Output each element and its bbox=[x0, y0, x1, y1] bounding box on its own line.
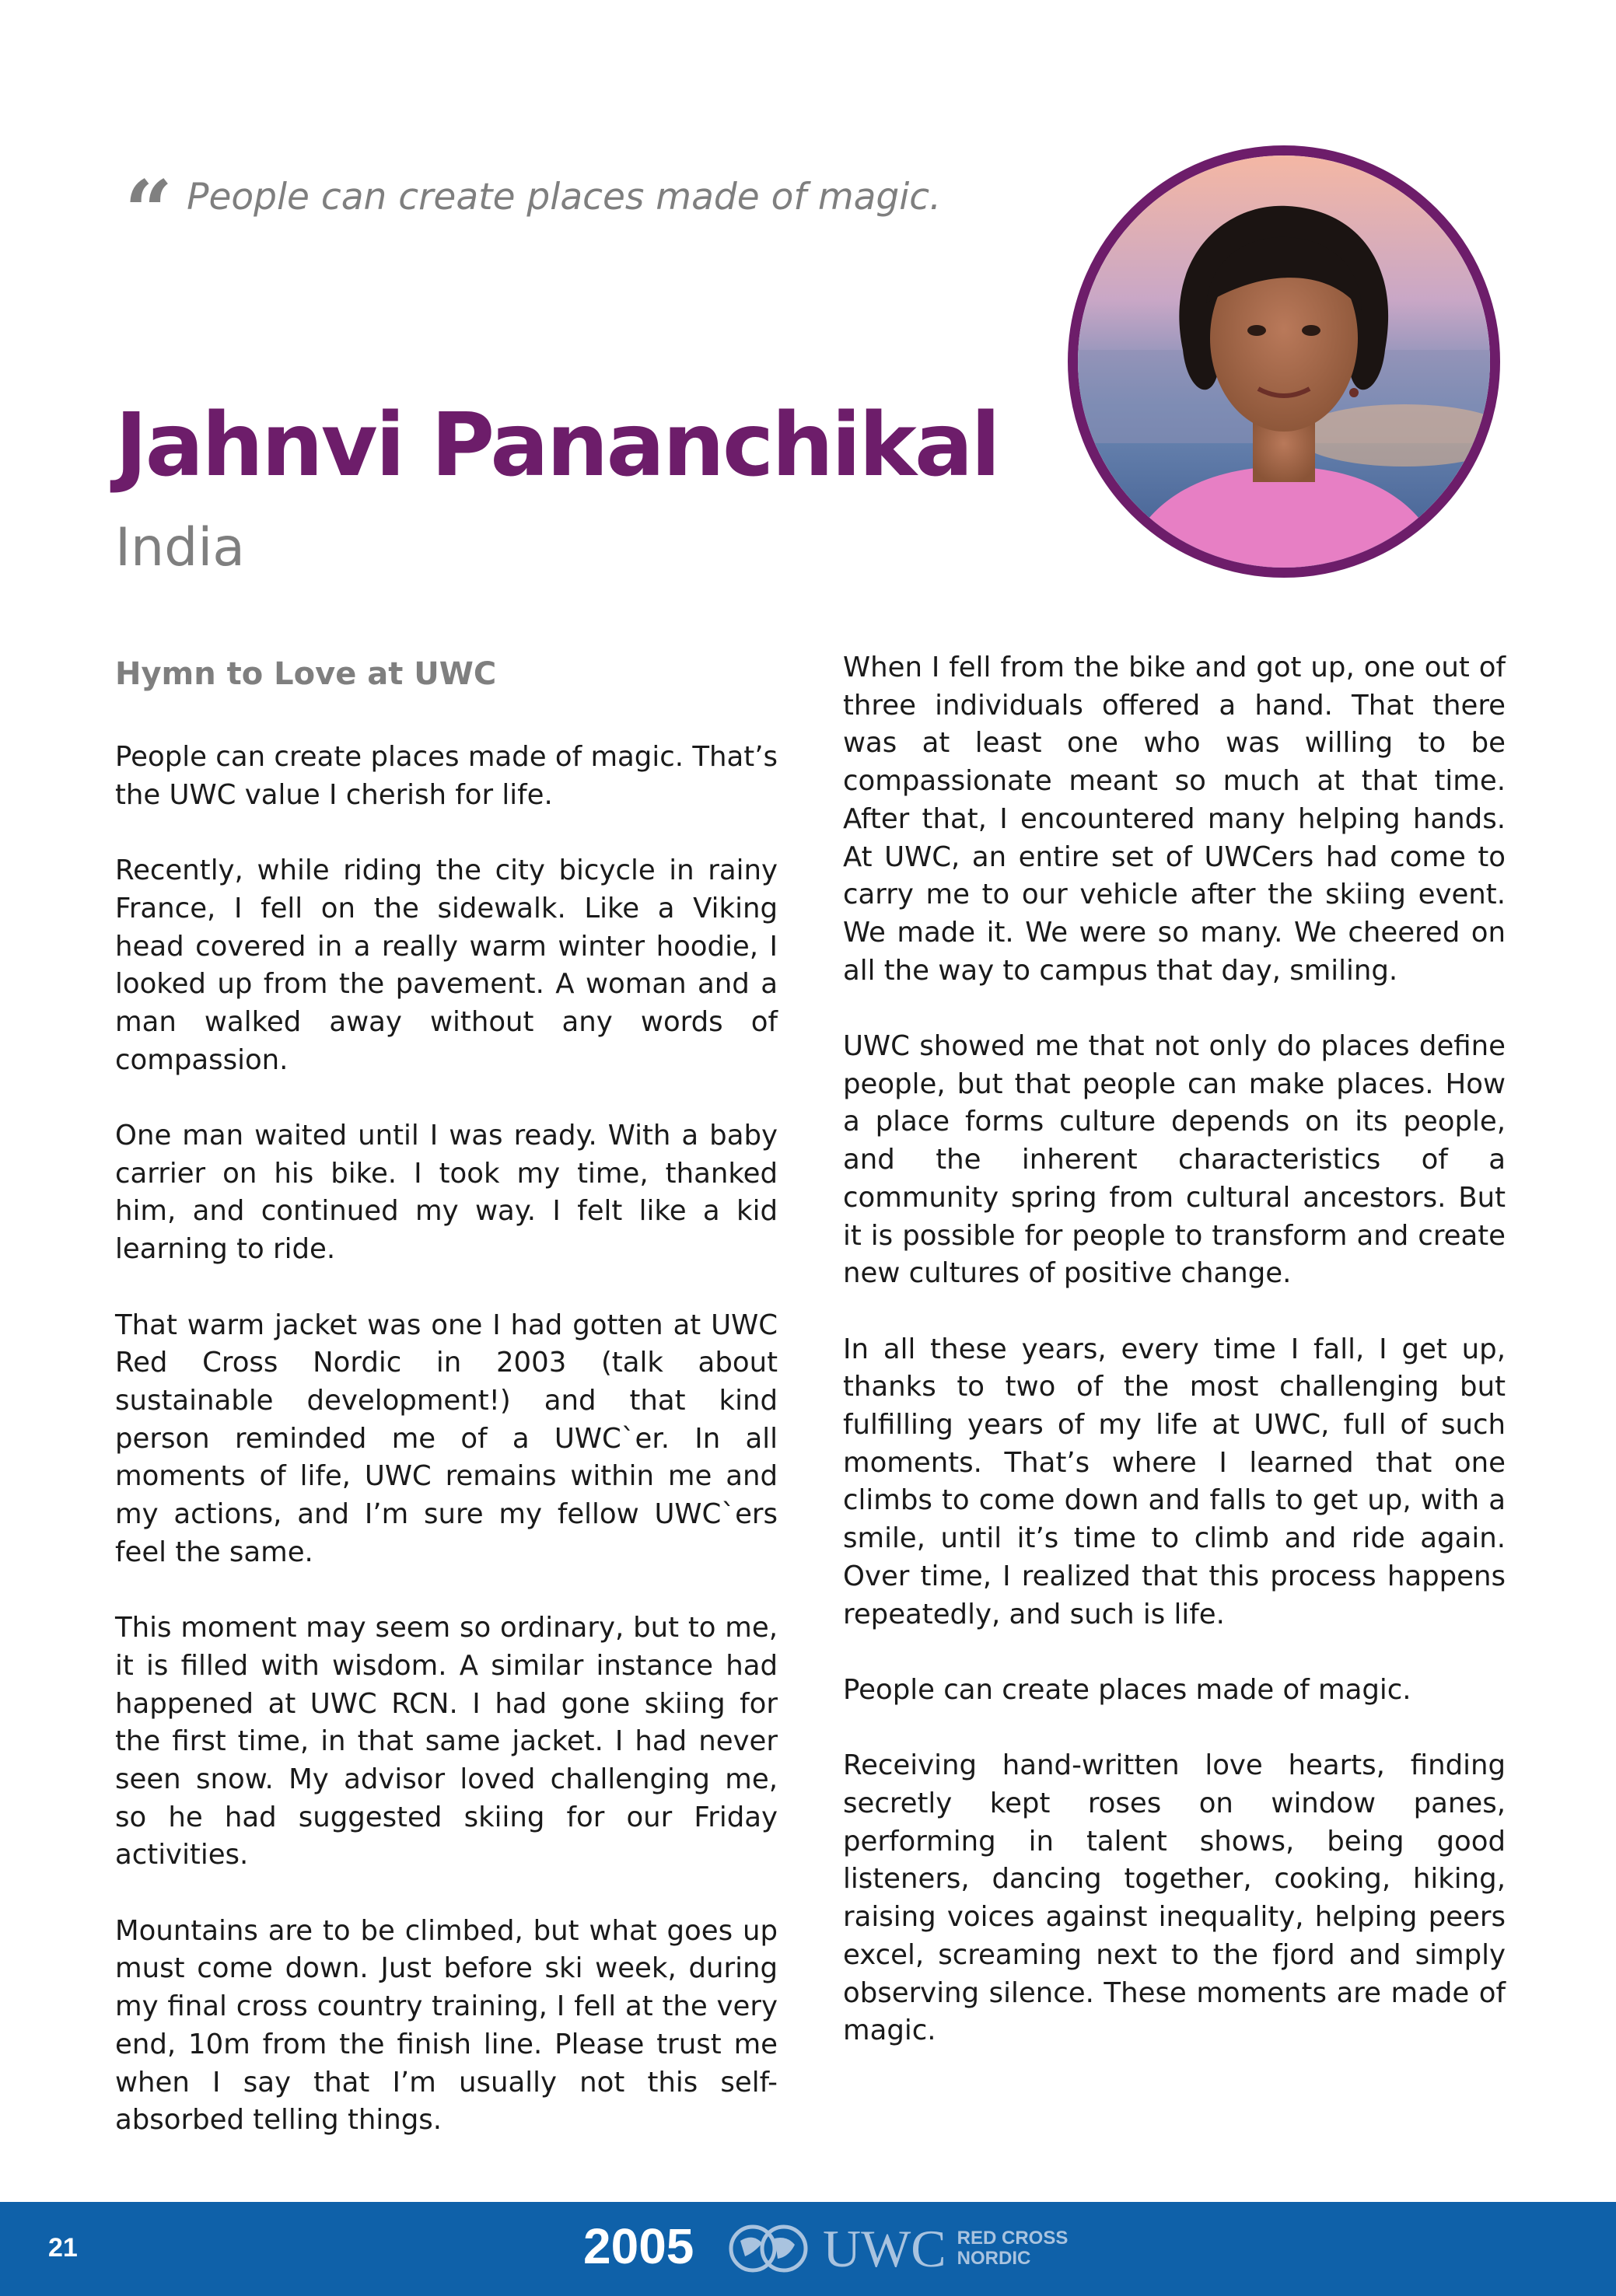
portrait-icon bbox=[1078, 156, 1490, 568]
article-heading: Hymn to Love at UWC bbox=[115, 656, 497, 692]
paragraph: Receiving hand-written love hearts, finding secretly kept roses on window panes, performing in talent shows, being good listeners, dancing together, cooking, hiking, raising voices against inequality, helping peers excel, screaming next to the fjord and simply observing silence. These moments are made of magic. bbox=[843, 1749, 1506, 2047]
page-number: 21 bbox=[48, 2233, 78, 2263]
article-column-right bbox=[843, 649, 1506, 2088]
page-footer bbox=[0, 2202, 1616, 2296]
paragraph: UWC showed me that not only do places define people, but that people can make places. How a place forms culture depends on its people, and the inherent characteristics of a community spring from cultural ancestors. But it is possible for people to transform and create new cultures of positive change. bbox=[843, 1030, 1506, 1290]
logo-subtitle-line: RED CROSS bbox=[957, 2228, 1069, 2249]
quote-mark-icon: “ bbox=[124, 163, 173, 260]
person-country: India bbox=[115, 517, 245, 578]
person-name: Jahnvi Pananchikal bbox=[115, 395, 999, 496]
pull-quote bbox=[124, 140, 942, 260]
article-column-left bbox=[115, 647, 778, 2178]
paragraph: That warm jacket was one I had gotten at UWC Red Cross Nordic in 2003 (talk about sustainable development!) and that kind person reminded me of a UWC`er. In all moments of life, UWC remains within me and my actions, and I’m sure my fellow UWC`ers feel the same. bbox=[115, 1309, 778, 1568]
portrait-photo bbox=[1068, 145, 1500, 578]
globe-icon bbox=[723, 2221, 817, 2276]
paragraph: In all these years, every time I fall, I get up, thanks to two of the most challenging but fulfilling years of my life at UWC, full of such moments. That’s where I learned that one climbs to come down and falls to get up, with a smile, until it’s time to climb and ride again. Over time, I realized that this process happens repeatedly, and such is life. bbox=[843, 1333, 1506, 1630]
paragraph: People can create places made of magic. bbox=[843, 1673, 1411, 1706]
logo-uwc-text: UWC bbox=[823, 2218, 946, 2278]
uwc-logo bbox=[723, 2217, 1068, 2280]
paragraph: People can create places made of magic. That’s the UWC value I cherish for life. bbox=[115, 741, 778, 811]
paragraph: Mountains are to be climbed, but what goes up must come down. Just before ski week, during my final cross country training, I fell at the very end, 10m from the finish line. Please trust me when I say that I’m usually not this self-absorbed telling things. bbox=[115, 1914, 778, 2137]
paragraph: When I fell from the bike and got up, one out of three individuals offered a hand. That there was at least one who was willing to be compassionate meant so much at that time. After that, I encountered many helping hands. At UWC, an entire set of UWCers had come to carry me to our vehicle after the skiing event. We made it. We were so many. We cheered on all the way to campus that day, smiling. bbox=[843, 652, 1506, 987]
paragraph: This moment may seem so ordinary, but to me, it is filled with wisdom. A similar instance had happened at UWC RCN. I had gone skiing for the first time, in that same jacket. I had never seen snow. My advisor loved challenging me, so he had suggested skiing for our Friday activities. bbox=[115, 1612, 778, 1871]
paragraph: One man waited until I was ready. With a baby carrier on his bike. I took my time, thanked him, and continued my way. I felt like a kid learning to ride. bbox=[115, 1120, 778, 1266]
logo-subtitle-line: NORDIC bbox=[957, 2248, 1031, 2269]
logo-subtitle bbox=[957, 2228, 1069, 2269]
pull-quote-text: People can create places made of magic. bbox=[187, 175, 942, 218]
paragraph: Recently, while riding the city bicycle in rainy France, I fell on the sidewalk. Like a Viking head covered in a really warm winter hoodie, I looked up from the pavement. A woman and a man walked away without any words of compassion. bbox=[115, 854, 778, 1076]
footer-year: 2005 bbox=[583, 2218, 694, 2274]
